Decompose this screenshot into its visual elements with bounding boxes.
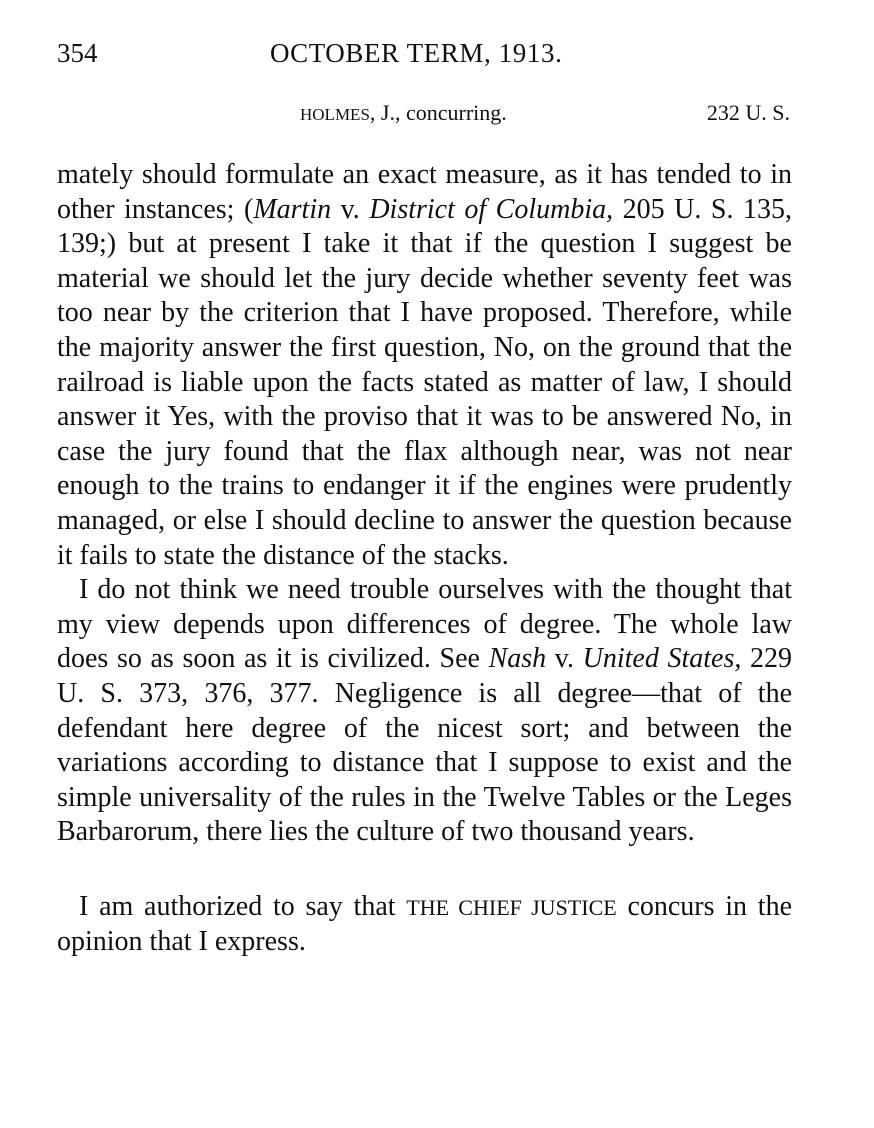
paragraph-2 (57, 573, 792, 850)
author-name: HOLMES (300, 105, 370, 124)
small-caps-title: THE CHIEF JUSTICE (406, 894, 617, 920)
text-segment: 229 U. S. 373, 376, 377. Negligence is all degree—that of the defendant here degree of the nicest sort; and between the variations according to distance that I suppose to exist and the simple universality of the rules in the Twelve Tables or the Leges Barbarorum, there lies the culture of two thousand years. (57, 643, 793, 848)
text-segment: 205 U. S. 135, 139;) but at present I take it that if the question I suggest be material we should let the jury decide whether seventy feet was too near by the criterion that I have proposed. Therefore, while the majority answer the first question, No, on the ground that the railroad is liable upon the facts stated as matter of law, I should answer it Yes, with the proviso that it was to be answered No, in case the jury found that the flax although near, was not near enough to the trains to endanger it if the engines were prudently managed, or else I should decline to answer the question because it fails to state the distance of the stacks. (57, 193, 792, 571)
paragraph-1 (57, 158, 792, 573)
paragraph-gap (57, 850, 792, 890)
text-segment: v. (331, 193, 370, 225)
opinion-body (57, 158, 792, 960)
reporter-citation: 232 U. S. (706, 100, 790, 125)
concurring-label: , J., concurring. (369, 100, 507, 125)
case-name-italic: District of Columbia, (369, 193, 614, 225)
page-number: 354 (57, 38, 98, 68)
text-segment: mately should formulate an exact measure, as it has tended to in other instances; ( (57, 159, 792, 225)
text-segment: I am authorized to say that (79, 890, 407, 922)
case-name-italic: Nash (488, 643, 547, 675)
case-name-italic: United States, (582, 643, 742, 675)
text-segment: concurs in the opinion that I express. (57, 890, 792, 958)
text-segment: v. (546, 643, 583, 675)
running-head-title: OCTOBER TERM, 1913. (270, 38, 563, 68)
opinion-subheading (300, 100, 507, 126)
case-name-italic: Martin (253, 193, 332, 225)
text-segment: I do not think we need trouble ourselves with the thought that my view depends upon differences of degree. The whole law does so as soon as it is civilized. See (57, 574, 792, 675)
paragraph-3 (57, 890, 792, 960)
